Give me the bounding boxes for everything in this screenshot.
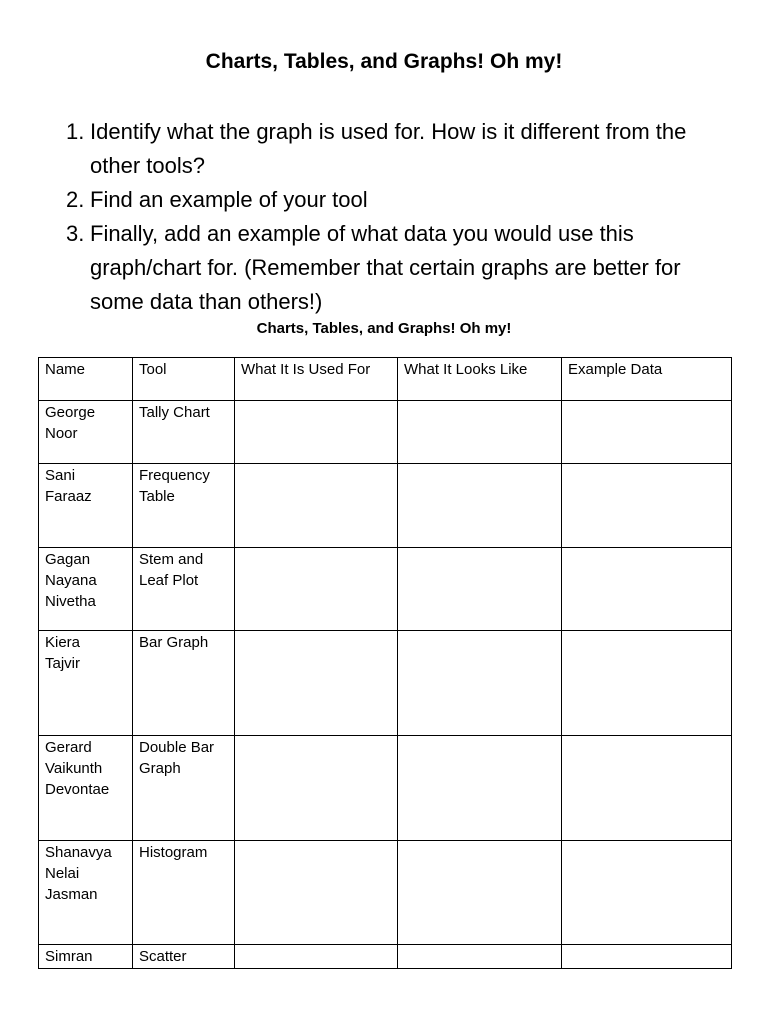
header-example-data: Example Data [562, 358, 732, 401]
instruction-text: Identify what the graph is used for. How is it different from the other tools? [90, 119, 687, 178]
cell-looks-like[interactable] [398, 548, 562, 631]
cell-example-data[interactable] [562, 736, 732, 841]
instruction-item [66, 217, 726, 319]
header-used-for: What It Is Used For [235, 358, 398, 401]
instruction-text: Finally, add an example of what data you would use this graph/chart for. (Remember that certain graphs are better for some data than others!) [90, 221, 681, 314]
instruction-number: 3. [66, 221, 85, 246]
cell-used-for[interactable] [235, 736, 398, 841]
instruction-text: Find an example of your tool [90, 187, 368, 212]
page-title: Charts, Tables, and Graphs! Oh my! [205, 50, 563, 73]
header-looks-like: What It Looks Like [398, 358, 562, 401]
table-row [39, 464, 732, 548]
cell-name: Gerard Vaikunth Devontae [39, 736, 133, 841]
instruction-number: 1. [66, 119, 85, 144]
cell-tool: Double Bar Graph [133, 736, 235, 841]
table-row [39, 548, 732, 631]
cell-example-data[interactable] [562, 464, 732, 548]
cell-name: Gagan Nayana Nivetha [39, 548, 133, 631]
header-name: Name [39, 358, 133, 401]
instruction-item [66, 115, 726, 183]
cell-used-for[interactable] [235, 464, 398, 548]
instruction-list [66, 115, 726, 319]
cell-used-for[interactable] [235, 401, 398, 464]
cell-name: Shanavya Nelai Jasman [39, 841, 133, 945]
cell-example-data[interactable] [562, 401, 732, 464]
cell-name: George Noor [39, 401, 133, 464]
cell-looks-like[interactable] [398, 401, 562, 464]
cell-tool: Stem and Leaf Plot [133, 548, 235, 631]
cell-used-for[interactable] [235, 548, 398, 631]
table-row [39, 841, 732, 945]
header-tool: Tool [133, 358, 235, 401]
cell-used-for[interactable] [235, 631, 398, 736]
table-title: Charts, Tables, and Graphs! Oh my! [256, 320, 512, 337]
cell-looks-like[interactable] [398, 945, 562, 969]
table-row [39, 631, 732, 736]
cell-looks-like[interactable] [398, 841, 562, 945]
cell-name: Kiera Tajvir [39, 631, 133, 736]
table-row [39, 736, 732, 841]
cell-name: Sani Faraaz [39, 464, 133, 548]
cell-example-data[interactable] [562, 945, 732, 969]
cell-tool: Bar Graph [133, 631, 235, 736]
cell-used-for[interactable] [235, 841, 398, 945]
cell-name: Simran [39, 945, 133, 969]
cell-example-data[interactable] [562, 841, 732, 945]
worksheet-table [38, 357, 732, 969]
cell-example-data[interactable] [562, 631, 732, 736]
cell-tool: Frequency Table [133, 464, 235, 548]
cell-tool: Tally Chart [133, 401, 235, 464]
cell-looks-like[interactable] [398, 736, 562, 841]
cell-looks-like[interactable] [398, 464, 562, 548]
cell-used-for[interactable] [235, 945, 398, 969]
table-header-row [39, 358, 732, 401]
cell-looks-like[interactable] [398, 631, 562, 736]
cell-tool: Scatter [133, 945, 235, 969]
cell-tool: Histogram [133, 841, 235, 945]
table-row [39, 401, 732, 464]
instruction-item [66, 183, 726, 217]
instruction-number: 2. [66, 187, 85, 212]
cell-example-data[interactable] [562, 548, 732, 631]
table-row [39, 945, 732, 969]
